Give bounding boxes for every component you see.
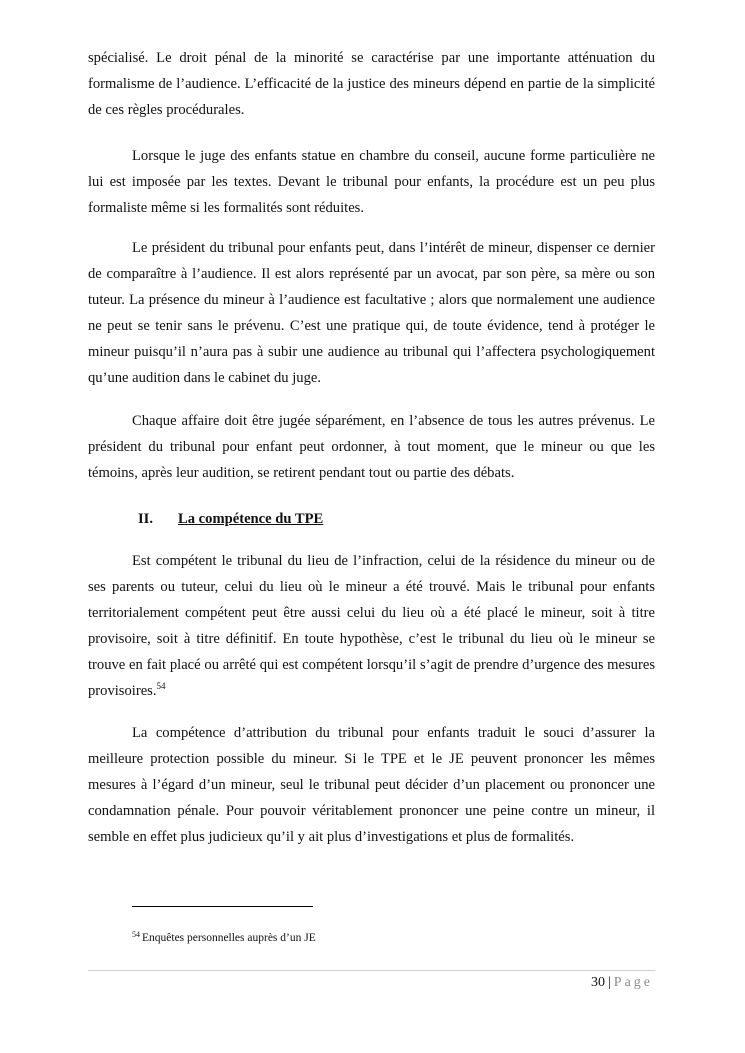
- section-title: La compétence du TPE: [178, 511, 324, 527]
- paragraph-text: Est compétent le tribunal du lieu de l’infraction, celui de la résidence du mineur ou de ses parents ou tuteur, celui du lieu où le mineur a été trouvé. Mais le tribunal pour enfants territorialement compétent peut être aussi celui du lieu où a été placé le mineur, soit à titre provisoire, soit à titre définitif. En toute hypothèse, c’est le tribunal du lieu où le mineur se trouve en fait placé ou arrêté qui est compétent lorsqu’il s’agit de prendre d’urgence des mesures provisoires.: [88, 553, 655, 699]
- paragraph-text: Lorsque le juge des enfants statue en chambre du conseil, aucune forme particulière ne lui est imposée par les textes. Devant le tribunal pour enfants, la procédure est un peu plus formaliste même si les formalités sont réduites.: [88, 148, 655, 216]
- page-footer: [591, 973, 653, 993]
- footnote-text: Enquêtes personnelles auprès d’un JE: [142, 932, 316, 944]
- page-number: 30: [590, 975, 605, 990]
- paragraph-text: Chaque affaire doit être jugée séparément, en l’absence de tous les autres prévenus. Le président du tribunal pour enfant peut ordonner, à tout moment, que le mineur ou que les témoins, après leur audition, se retirent pendant tout ou partie des débats.: [88, 413, 655, 481]
- section-heading: [138, 506, 323, 532]
- section-number: II.: [138, 511, 154, 527]
- paragraph-continuation: [88, 45, 655, 123]
- footnote: [132, 930, 316, 946]
- paragraph-chamber-council: [88, 143, 655, 221]
- footer-separator: |: [607, 975, 611, 990]
- page-label: Page: [613, 975, 653, 990]
- paragraph-text: spécialisé. Le droit pénal de la minorité se caractérise par une importante atténuation du formalisme de l’audience. L’efficacité de la justice des mineurs dépend en partie de la simplicité de ces règles procédurales.: [88, 50, 655, 118]
- paragraph-attribution-competence: [88, 720, 655, 850]
- footnote-reference[interactable]: 54: [156, 681, 166, 691]
- paragraph-territorial-competence: [88, 548, 655, 704]
- paragraph-text: La compétence d’attribution du tribunal pour enfants traduit le souci d’assurer la meilleure protection possible du mineur. Si le TPE et le JE peuvent prononcer les mêmes mesures à l’égard d’un mineur, seul le tribunal peut décider d’un placement ou prononcer une condamnation pénale. Pour pouvoir véritablement prononcer une peine contre un mineur, il semble en effet plus judicieux qu’il y ait plus d’investigations et plus de formalités.: [88, 725, 655, 845]
- paragraph-separate-hearing: [88, 408, 655, 486]
- footnote-separator: [132, 906, 313, 907]
- paragraph-text: Le président du tribunal pour enfants peut, dans l’intérêt de mineur, dispenser ce dernier de comparaître à l’audience. Il est alors représenté par un avocat, par son père, sa mère ou son tuteur. La présence du mineur à l’audience est facultative ; alors que normalement une audience ne peut se tenir sans le prévenu. C’est une pratique qui, de toute évidence, tend à protéger le mineur puisqu’il n’aura pas à subir une audience au tribunal qui l’affectera psychologiquement qu’une audition dans le cabinet du juge.: [88, 240, 655, 386]
- paragraph-dispensation: [88, 235, 655, 391]
- footer-divider: [88, 970, 655, 971]
- footnote-number: 54: [132, 930, 140, 939]
